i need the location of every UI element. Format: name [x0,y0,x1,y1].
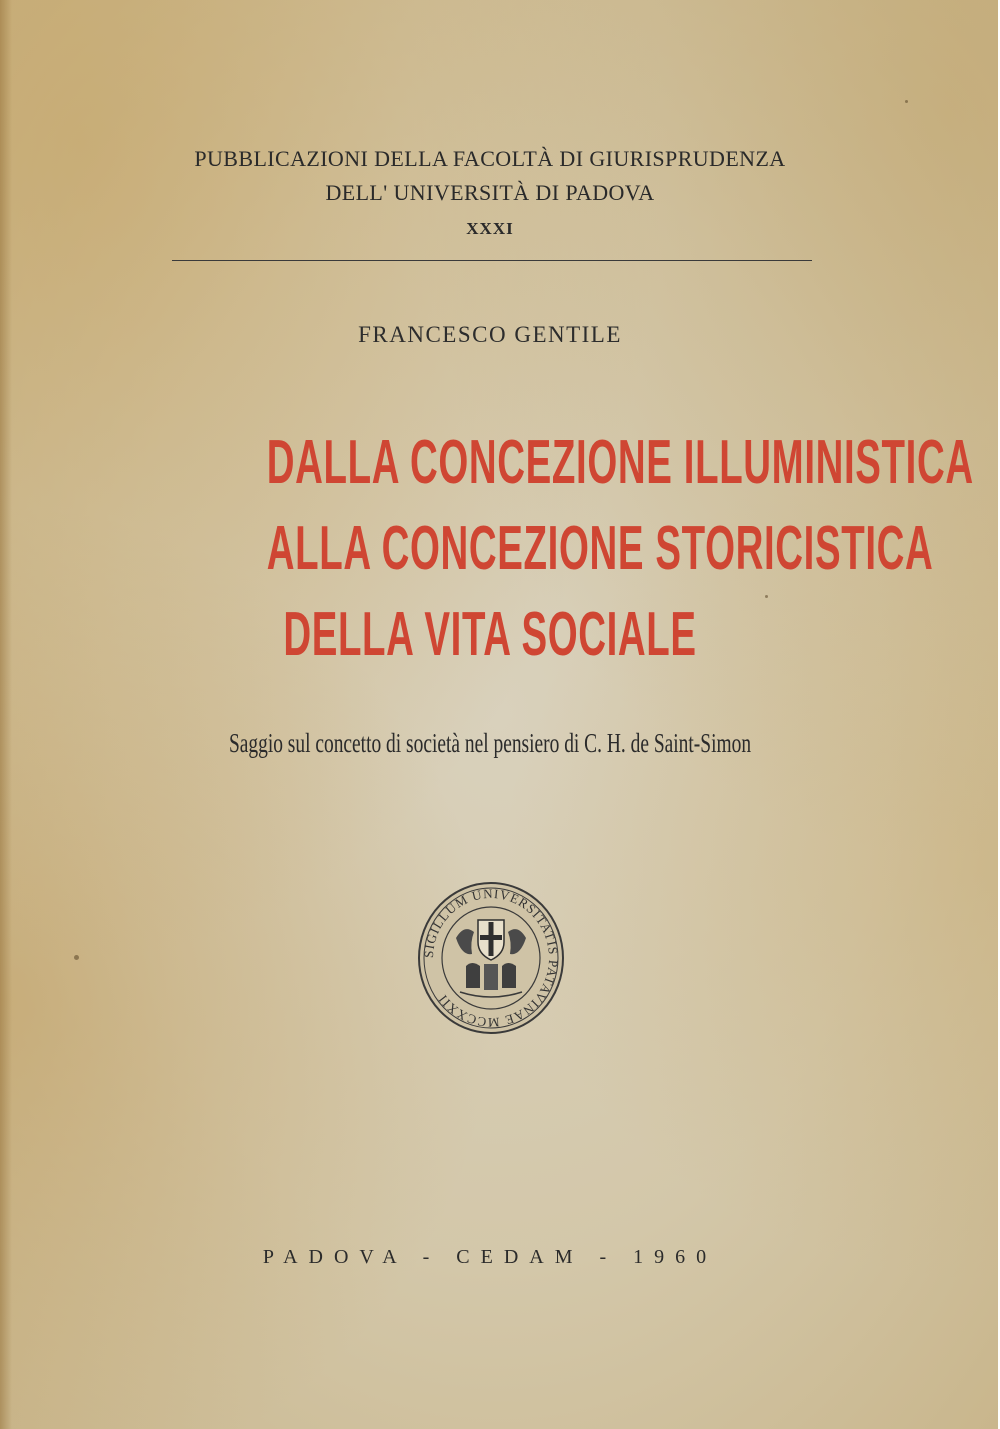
paper-speck [905,100,908,103]
series-title-line2: DELL' UNIVERSITÀ DI PADOVA [325,180,655,205]
title-line-3: DELLA VITA SOCIALE [283,600,697,669]
series-heading [160,142,820,244]
paper-speck [74,955,79,960]
series-title-line1: PUBBLICAZIONI DELLA FACOLTÀ DI GIURISPRUDENZA [194,146,786,171]
title-line-2: ALLA CONCEZIONE STORICISTICA [266,514,934,583]
title-line-1: DALLA CONCEZIONE ILLUMINISTICA [266,428,974,497]
publisher-imprint: PADOVA - CEDAM - 1960 [262,1246,718,1268]
series-volume-number: XXXI [466,219,514,238]
seal-inscription: SIGILLUM UNIVERSITATIS PATAVINAE MCCXXII [420,885,562,1031]
book-subtitle: Saggio sul concetto di società nel pensiero di C. H. de Saint-Simon [228,728,752,758]
book-title [130,420,974,678]
paper-edge-stain [0,0,12,1429]
header-divider [172,260,812,261]
university-seal-icon [416,880,566,1036]
author-name: FRANCESCO GENTILE [358,322,622,347]
